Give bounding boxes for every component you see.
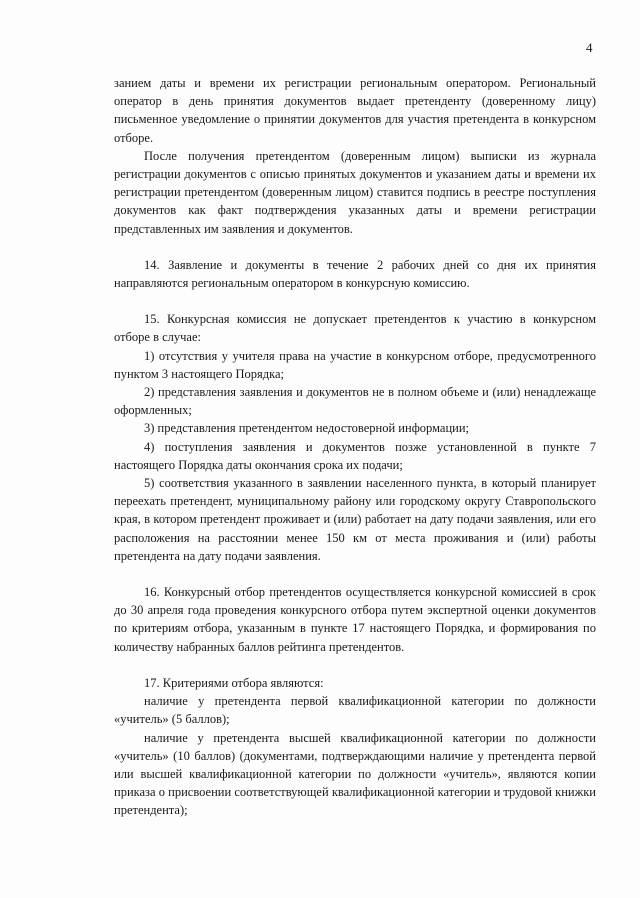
page-number: 4: [586, 40, 593, 55]
paragraph: 1) отсутствия у учителя права на участие в конкурсном отборе, предусмотренного пунктом 3 настоящего Порядка;: [114, 348, 596, 381]
paragraph: 15. Конкурсная комиссия не допускает претендентов к участию в конкурсном отборе в случае:: [114, 312, 596, 345]
paragraph: 2) представления заявления и документов не в полном объеме и (или) ненадлежаще оформленных;: [114, 385, 596, 418]
paragraph: 16. Конкурсный отбор претендентов осуществляется конкурсной комиссией в срок до 30 апреля года проведения конкурсного отбора путем экспертной оценки документов по критериям отбора, указанным в пункте 17 настоящего Порядка, и формирования по количеству набранных баллов рейтинга претендентов.: [114, 585, 596, 654]
paragraph: занием даты и времени их регистрации региональным оператором. Региональный оператор в день принятия документов выдает претенденту (доверенному лицу) письменное уведомление о принятии документов для участия претендента в конкурсном отборе.: [114, 76, 596, 145]
document-body: [114, 74, 596, 820]
paragraph: 3) представления претендентом недостоверной информации;: [144, 421, 470, 436]
paragraph: 17. Критериями отбора являются:: [144, 675, 324, 690]
paragraph: наличие у претендента высшей квалификационной категории по должности «учитель» (10 баллов) (документами, подтверждающими наличие у претендента первой или высшей квалификационной категории по должности «учитель», являются копии приказа о присвоении соответствующей квалификационной категории и трудовой книжки претендента);: [114, 730, 596, 818]
paragraph: 4) поступления заявления и документов позже установленной в пункте 7 настоящего Порядка даты окончания срока их подачи;: [114, 439, 596, 472]
paragraph: После получения претендентом (доверенным лицом) выписки из журнала регистрации документов с описью принятых документов и указанием даты и времени их регистрации претендентом (доверенным лицом) ставится подпись в реестре поступления документов как факт подтверждения указанных даты и времени регистрации представленных им заявления и документов.: [114, 148, 596, 236]
paragraph: 14. Заявление и документы в течение 2 рабочих дней со дня их принятия направляются региональным оператором в конкурсную комиссию.: [114, 257, 596, 291]
paragraph: 5) соответствия указанного в заявлении населенного пункта, в который планирует переехать претендент, муниципальному району или городскому округу Ставропольского края, в котором претендент проживает и (или) работает на дату подачи заявления, или его расположения на расстоянии менее 150 км от места проживания и (или) работы претендента на дату подачи заявления.: [114, 476, 596, 563]
paragraph: наличие у претендента первой квалификационной категории по должности «учитель» (5 баллов);: [114, 694, 596, 727]
